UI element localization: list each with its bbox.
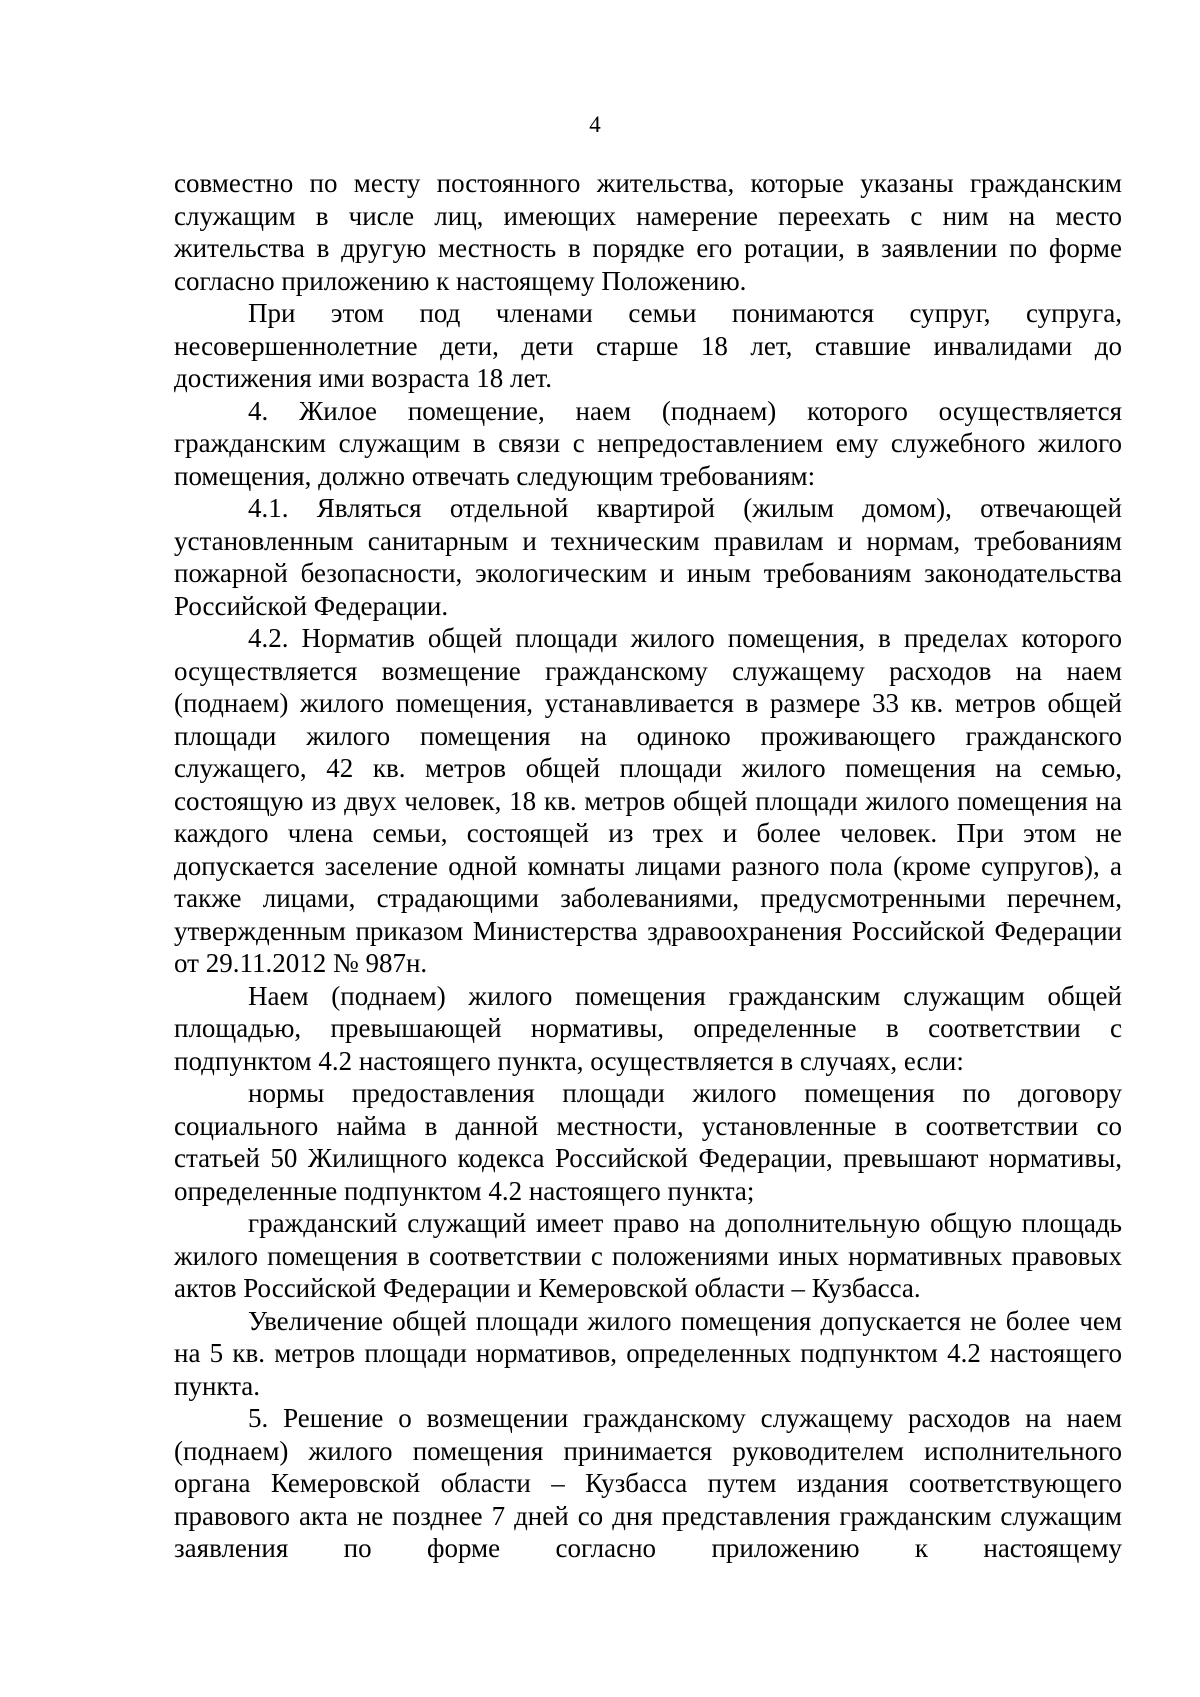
paragraph-family-members: При этом под членами семьи понимаются супруг, супруга, несовершеннолетние дети, дети старше 18 лет, ставшие инвалидами до достижения ими возраста 18 лет.	[174, 298, 1122, 393]
paragraph-item-5: 5. Решение о возмещении гражданскому служащему расходов на наем (поднаем) жилого помещения принимается руководителем исполнительного органа Кемеровской области – Кузбасса путем издания соответствующего правового акта не позднее 7 дней со дня представления гражданским служащим заявления по форме согласно приложению к настоящему	[174, 1403, 1122, 1563]
paragraph-item-4-2: 4.2. Норматив общей площади жилого помещения, в пределах которого осуществляется возмещение гражданскому служащему расходов на наем (поднаем) жилого помещения, устанавливается в размере 33 кв. метров общей площади жилого помещения на одиноко проживающего гражданского служащего, 42 кв. метров общей площади жилого помещения на семью, состоящую из двух человек, 18 кв. метров общей площади жилого помещения на каждого члена семьи, состоящей из трех и более человек. При этом не допускается заселение одной комнаты лицами разного пола (кроме супругов), а также лицами, страдающими заболеваниями, предусмотренными перечнем, утвержденным приказом Министерства здравоохранения Российской Федерации от 29.11.2012 № 987н.	[174, 623, 1122, 978]
paragraph-exceeding-norms: Наем (поднаем) жилого помещения гражданским служащим общей площадью, превышающей нормативы, определенные в соответствии с подпунктом 4.2 настоящего пункта, осуществляется в случаях, если:	[174, 980, 1122, 1076]
paragraph-item-4: 4. Жилое помещение, наем (поднаем) которого осуществляется гражданским служащим в связи с непредоставлением ему служебного жилого помещения, должно отвечать следующим требованиям:	[174, 395, 1122, 491]
paragraph-item-4-1: 4.1. Являться отдельной квартирой (жилым домом), отвечающей установленным санитарным и техническим правилам и нормам, требованиям пожарной безопасности, экологическим и иным требованиям законодательства Российской Федерации.	[174, 493, 1122, 621]
paragraph-area-increase: Увеличение общей площади жилого помещения допускается не более чем на 5 кв. метров площади нормативов, определенных подпунктом 4.2 настоящего пункта.	[174, 1305, 1122, 1401]
paragraph-continuation: совместно по месту постоянного жительства, которые указаны гражданским служащим в числе лиц, имеющих намерение переехать с ним на место жительства в другую местность в порядке его ротации, в заявлении по форме согласно приложению к настоящему Положению.	[174, 168, 1122, 296]
document-body	[174, 167, 1122, 1565]
paragraph-case-social-norms: нормы предоставления площади жилого помещения по договору социального найма в данной местности, установленные в соответствии со статьей 50 Жилищного кодекса Российской Федерации, превышают нормативы, определенные подпунктом 4.2 настоящего пункта;	[174, 1078, 1122, 1206]
page-number: 4	[589, 112, 601, 137]
paragraph-case-additional-area: гражданский служащий имеет право на дополнительную общую площадь жилого помещения в соответствии с положениями иных нормативных правовых актов Российской Федерации и Кемеровской области – Кузбасса.	[174, 1208, 1122, 1303]
